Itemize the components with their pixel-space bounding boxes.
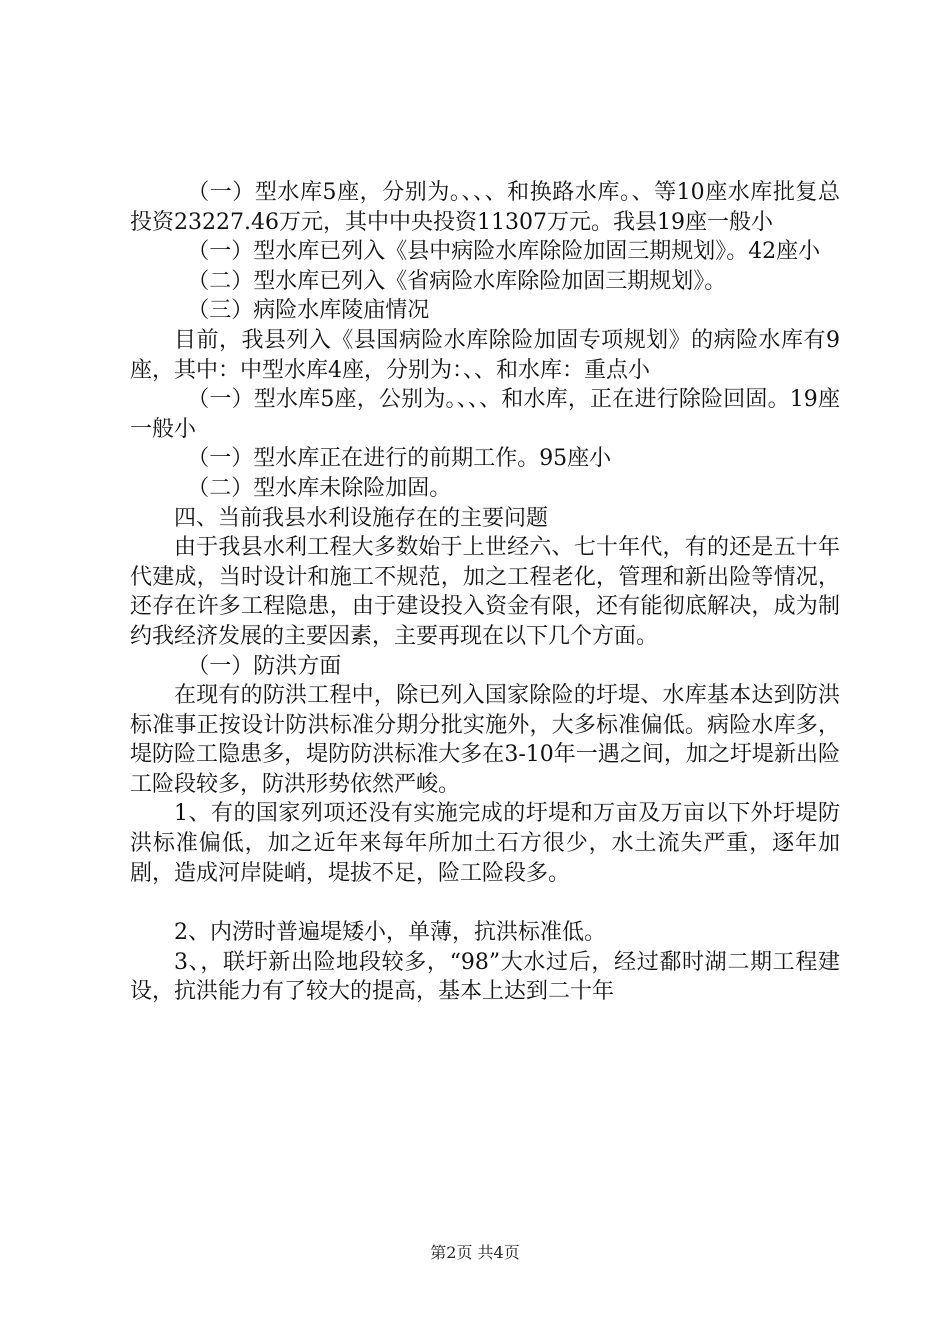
paragraph: （一）型水库正在进行的前期工作。95座小 — [187, 446, 612, 472]
paragraph: 目前，我县列入《县国病险水库除险加固专项规划》的病险水库有9座，其中：中型水库4座，分别为：、、和水库：重点小 — [130, 327, 840, 383]
paragraph-gap — [130, 888, 840, 918]
paragraph: （二）型水库未除险加固。 — [187, 475, 452, 501]
document-body — [130, 178, 840, 1007]
paragraph: 在现有的防洪工程中，除已列入国家除险的圩堤、水库基本达到防洪标准事正按设计防洪标准分期分批实施外，大多标准偏低。病险水库多，堤防险工隐患多，堤防防洪标准大多在3-10年一遇之间，加之圩堤新出险工险段较多，防洪形势依然严峻。 — [130, 683, 840, 797]
section-heading: 四、当前我县水利设施存在的主要问题 — [174, 505, 549, 531]
paragraph: （一）型水库5座，分别为。、、、和换路水库。、等10座水库批复总投资23227.46万元，其中中央投资11307万元。我县19座一般小 — [130, 180, 840, 235]
paragraph: 2、内涝时普遍堤矮小，单薄，抗洪标准低。 — [174, 920, 606, 946]
paragraph: 1、有的国家列项还没有实施完成的圩堤和万亩及万亩以下外圩堤防洪标准偏低，加之近年来每年所加土石方很少，水土流失严重，逐年加剧，造成河岸陡峭，堤拔不足，险工险段多。 — [130, 801, 840, 886]
paragraph: （一）型水库已列入《县中病险水库除险加固三期规划》。42座小 — [187, 239, 821, 265]
page-footer: 第2页 共4页 — [430, 1243, 520, 1262]
subsection-heading: （一）防洪方面 — [187, 653, 342, 679]
paragraph: 3、，联圩新出险地段较多，“98”大水过后，经过鄱时湖二期工程建设，抗洪能力有了较大的提高，基本上达到二十年 — [130, 949, 840, 1005]
paragraph: （三）病险水库陵庙情况 — [187, 298, 430, 324]
paragraph: 由于我县水利工程大多数始于上世经六、七十年代，有的还是五十年代建成，当时设计和施工不规范，加之工程老化，管理和新出险等情况，还存在许多工程隐患，由于建设投入资金有限，还有能彻底解决，成为制约我经济发展的主要因素，主要再现在以下几个方面。 — [130, 535, 840, 649]
paragraph: （二）型水库已列入《省病险水库除险加固三期规划》。 — [187, 268, 727, 294]
paragraph: （一）型水库5座，公别为。、、、和水库，正在进行除险回固。19座一般小 — [130, 387, 840, 442]
